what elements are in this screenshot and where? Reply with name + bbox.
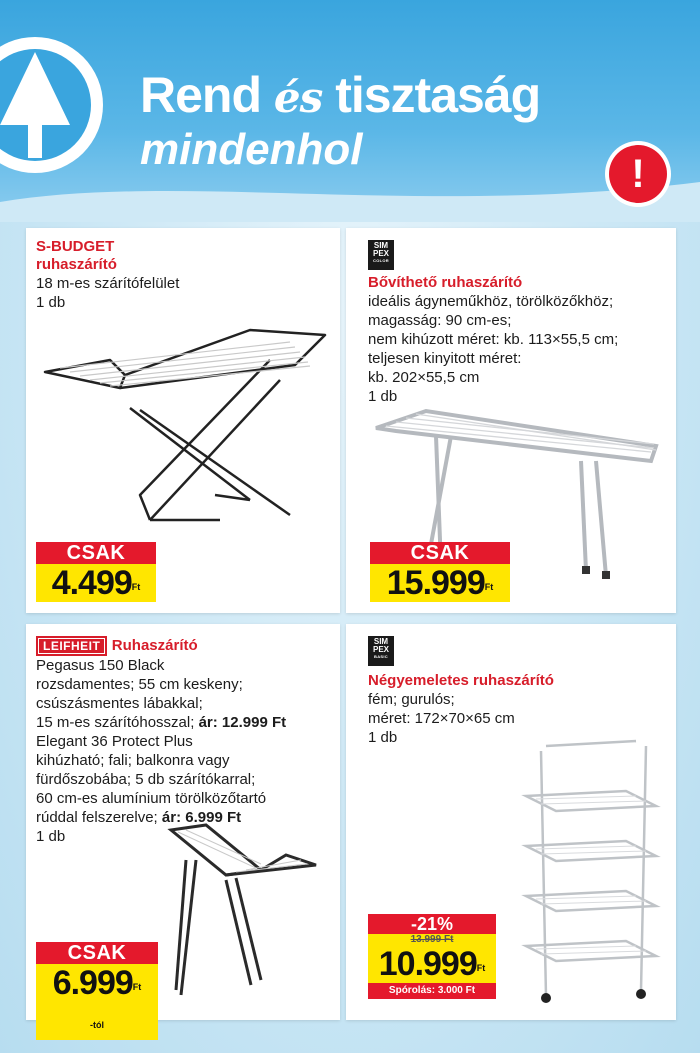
price-value: $6.999^{Ft -tól}$ [36,964,158,1040]
csak-label: CSAK [36,942,158,964]
leifheit-logo: LEIFHEIT [36,636,107,656]
product-description: ideális ágyneműkhöz, törölközőkhöz; magasság: 90 cm-es; nem kihúzott méret: kb. 113×55,5 cm; teljesen kinyitott méret: kb. 202×55,5 cm 1 db [368,293,619,405]
product-card-negyemeletes[interactable] [346,624,676,1020]
savings-label: Spórolás: 3.000 Ft [368,983,496,999]
pegasus-dryer-image [166,820,326,1000]
product-title: S-BUDGET ruhaszárító [36,238,117,273]
page-title: Rend és tisztaság [140,67,541,123]
product-card-sbudget[interactable] [26,228,340,613]
discount-label: -21% [368,914,496,934]
price-value: $4.499^{Ft}$ [36,564,156,602]
old-price: 13.999 Ft [368,934,496,945]
alert-icon: ! [609,145,667,203]
spar-logo-icon [0,30,110,180]
csak-label: CSAK [370,542,510,564]
header-wave [0,162,700,222]
product-title: Ruhaszárító [111,637,198,655]
page-subtitle: mindenhol [140,125,363,174]
header-banner [0,0,700,220]
product-description: fém; gurulós; méret: 172×70×65 cm 1 db [368,691,515,746]
price-badge [370,542,510,602]
simpex-logo: SIM PEX COLOR [368,240,394,270]
price-badge [368,914,496,999]
product-description: Pegasus 150 Black rozsdamentes; 55 cm keskeny; csúszásmentes lábakkal; 15 m-es szárítóhosszal; ár: 12.999 Ft Elegant 36 Protect Plus kihúzható; fali; balkonra vagy fürdőszobába; 5 db szárítókarral; 60 cm-es alumínium törölközőtartó rúddal felszerelve; ár: 6.999 Ft 1 db [36,657,287,845]
clothes-dryer-image [40,320,330,530]
product-title: Négyemeletes ruhaszárító [368,672,554,689]
product-card-bovitheto[interactable] [346,228,676,613]
csak-label: CSAK [36,542,156,564]
price-badge [36,542,156,602]
product-title: Bővíthető ruhaszárító [368,274,523,291]
price-value: $10.999^{Ft}$ [368,945,496,983]
product-description: 18 m-es szárítófelület 1 db [36,275,180,311]
simpex-logo: SIM PEX BASIC [368,636,394,666]
price-value: $15.999^{Ft}$ [370,564,510,602]
price-badge [36,942,158,1040]
product-card-leifheit[interactable] [26,624,340,1030]
four-tier-dryer-image [516,736,666,1006]
